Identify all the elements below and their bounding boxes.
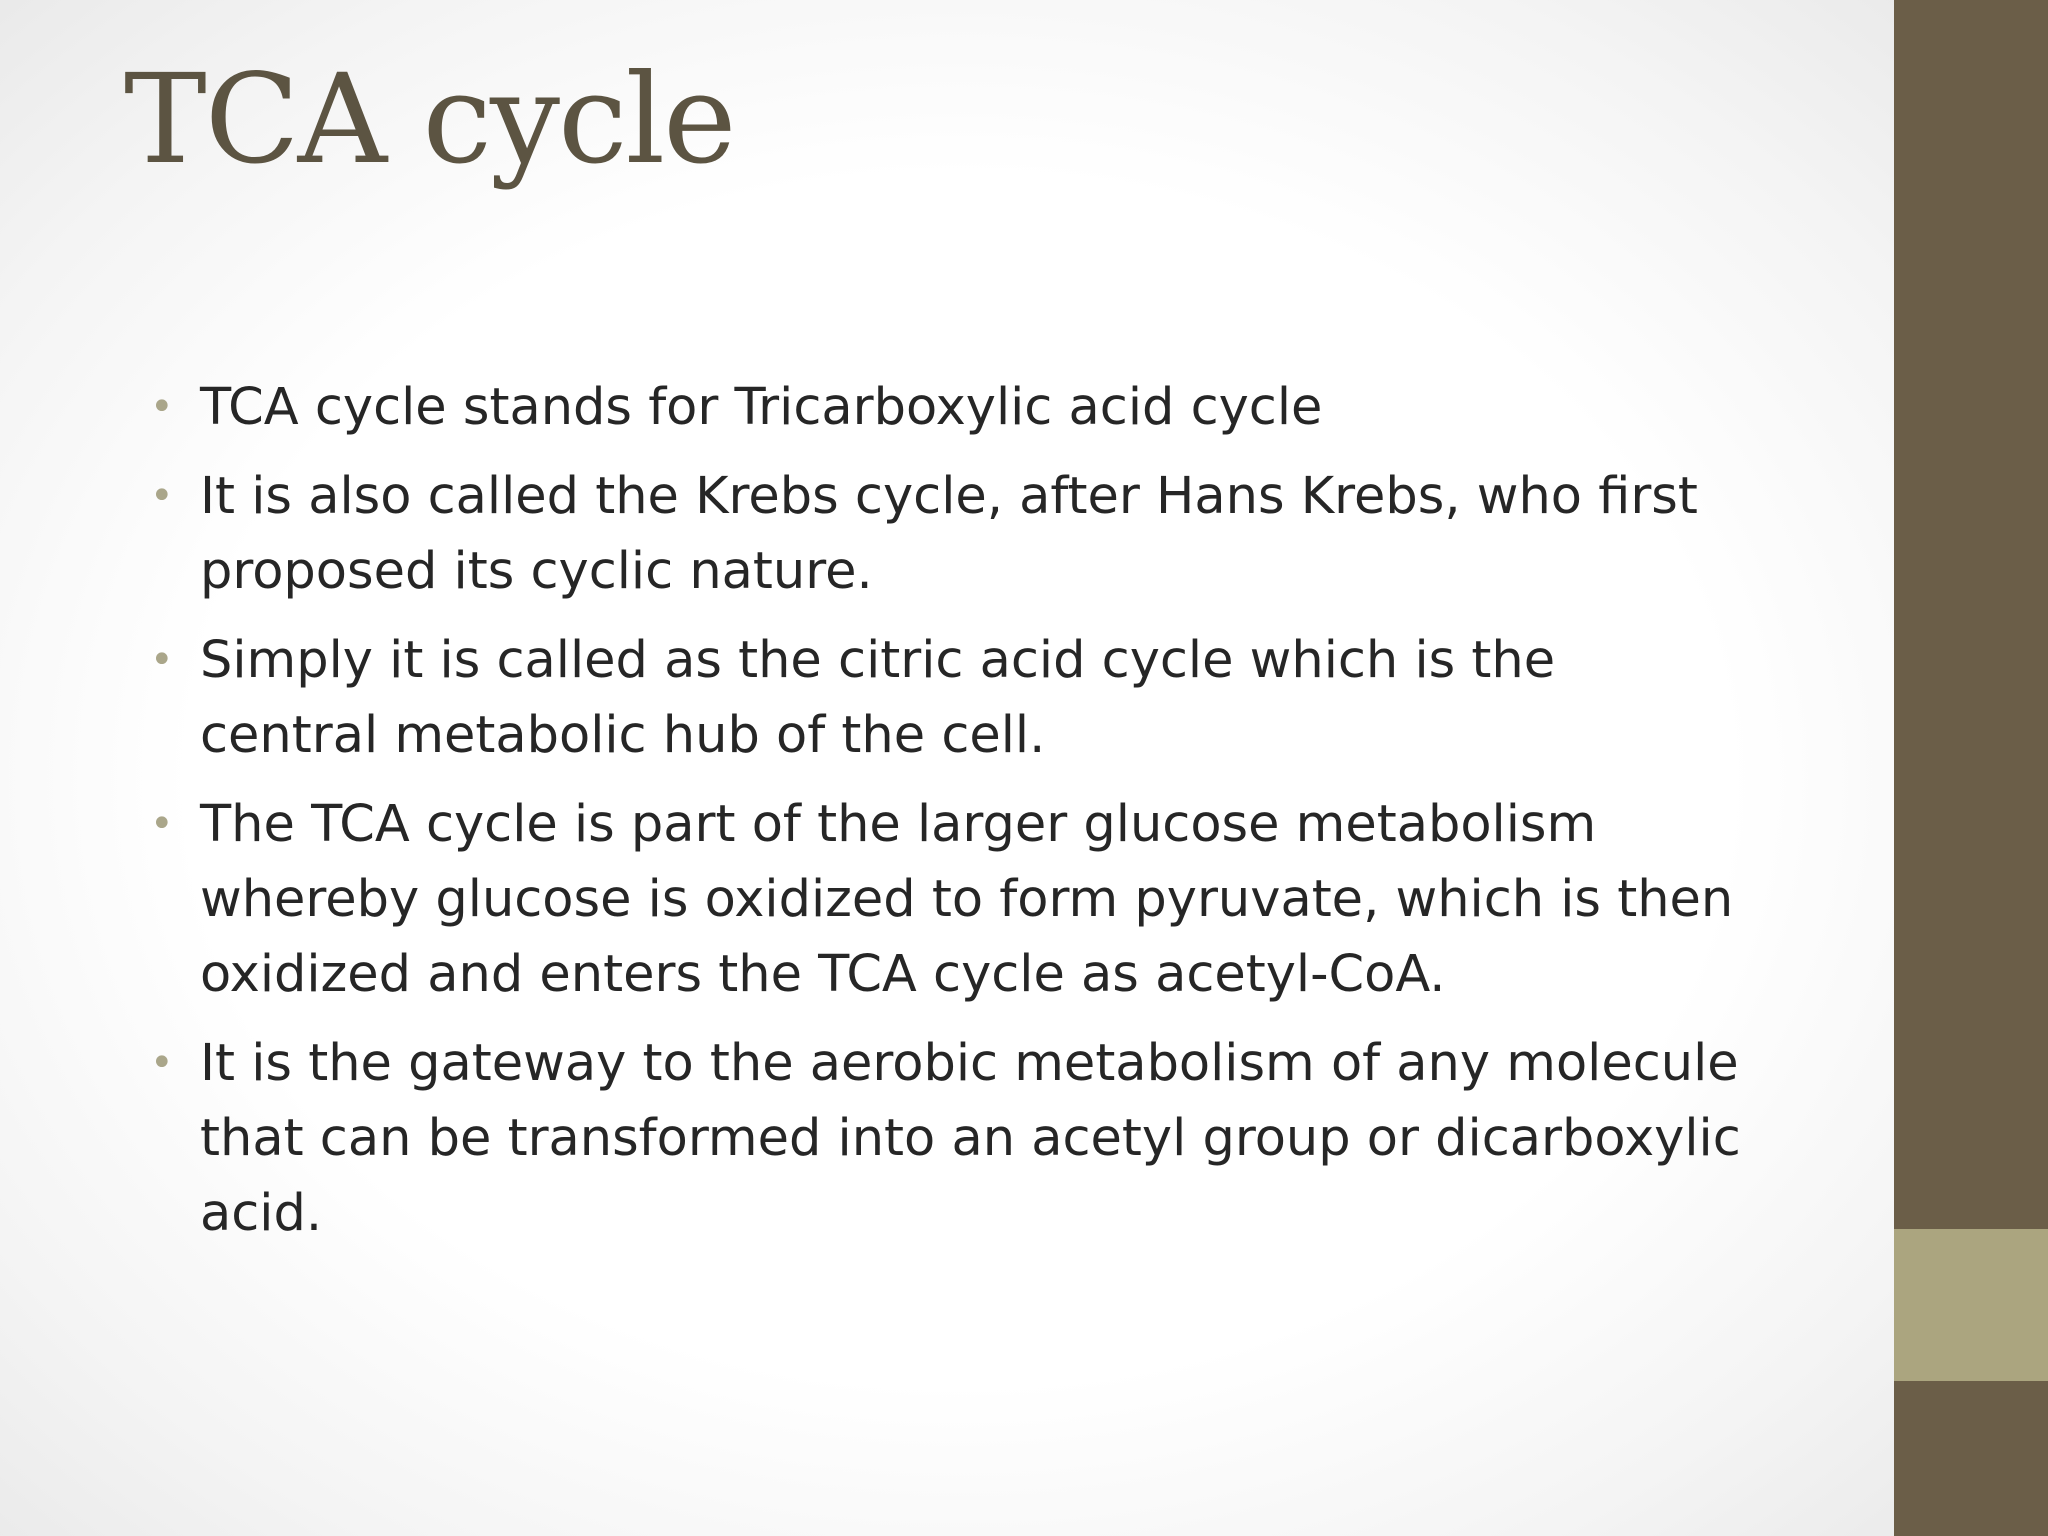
bullet-marker: • [150, 801, 174, 847]
bullet-text: It is also called the Krebs cycle, after Hans Krebs, who first proposed its cyclic nature. [200, 467, 1698, 601]
bullet-marker: • [150, 473, 174, 519]
bullet-text: TCA cycle stands for Tricarboxylic acid cycle [200, 378, 1323, 437]
bullet-text: Simply it is called as the citric acid cycle which is the central metabolic hub of the cell. [200, 631, 1556, 765]
bullet-marker: • [150, 1040, 174, 1086]
side-accent-block [1894, 1229, 2048, 1381]
bullet-item [146, 623, 1746, 773]
bullet-text: It is the gateway to the aerobic metabolism of any molecule that can be transformed into an acetyl group or dicarboxylic acid. [200, 1034, 1741, 1243]
bullet-item [146, 787, 1746, 1012]
slide-title: TCA cycle [124, 48, 735, 192]
bullet-item [146, 1026, 1746, 1251]
bullet-marker: • [150, 384, 174, 430]
bullet-marker: • [150, 637, 174, 683]
bullet-item [146, 459, 1746, 609]
bullet-list [146, 370, 1746, 1265]
bullet-item [146, 370, 1746, 445]
bullet-text: The TCA cycle is part of the larger glucose metabolism whereby glucose is oxidized to form pyruvate, which is then oxidized and enters the TCA cycle as acetyl-CoA. [200, 795, 1734, 1004]
